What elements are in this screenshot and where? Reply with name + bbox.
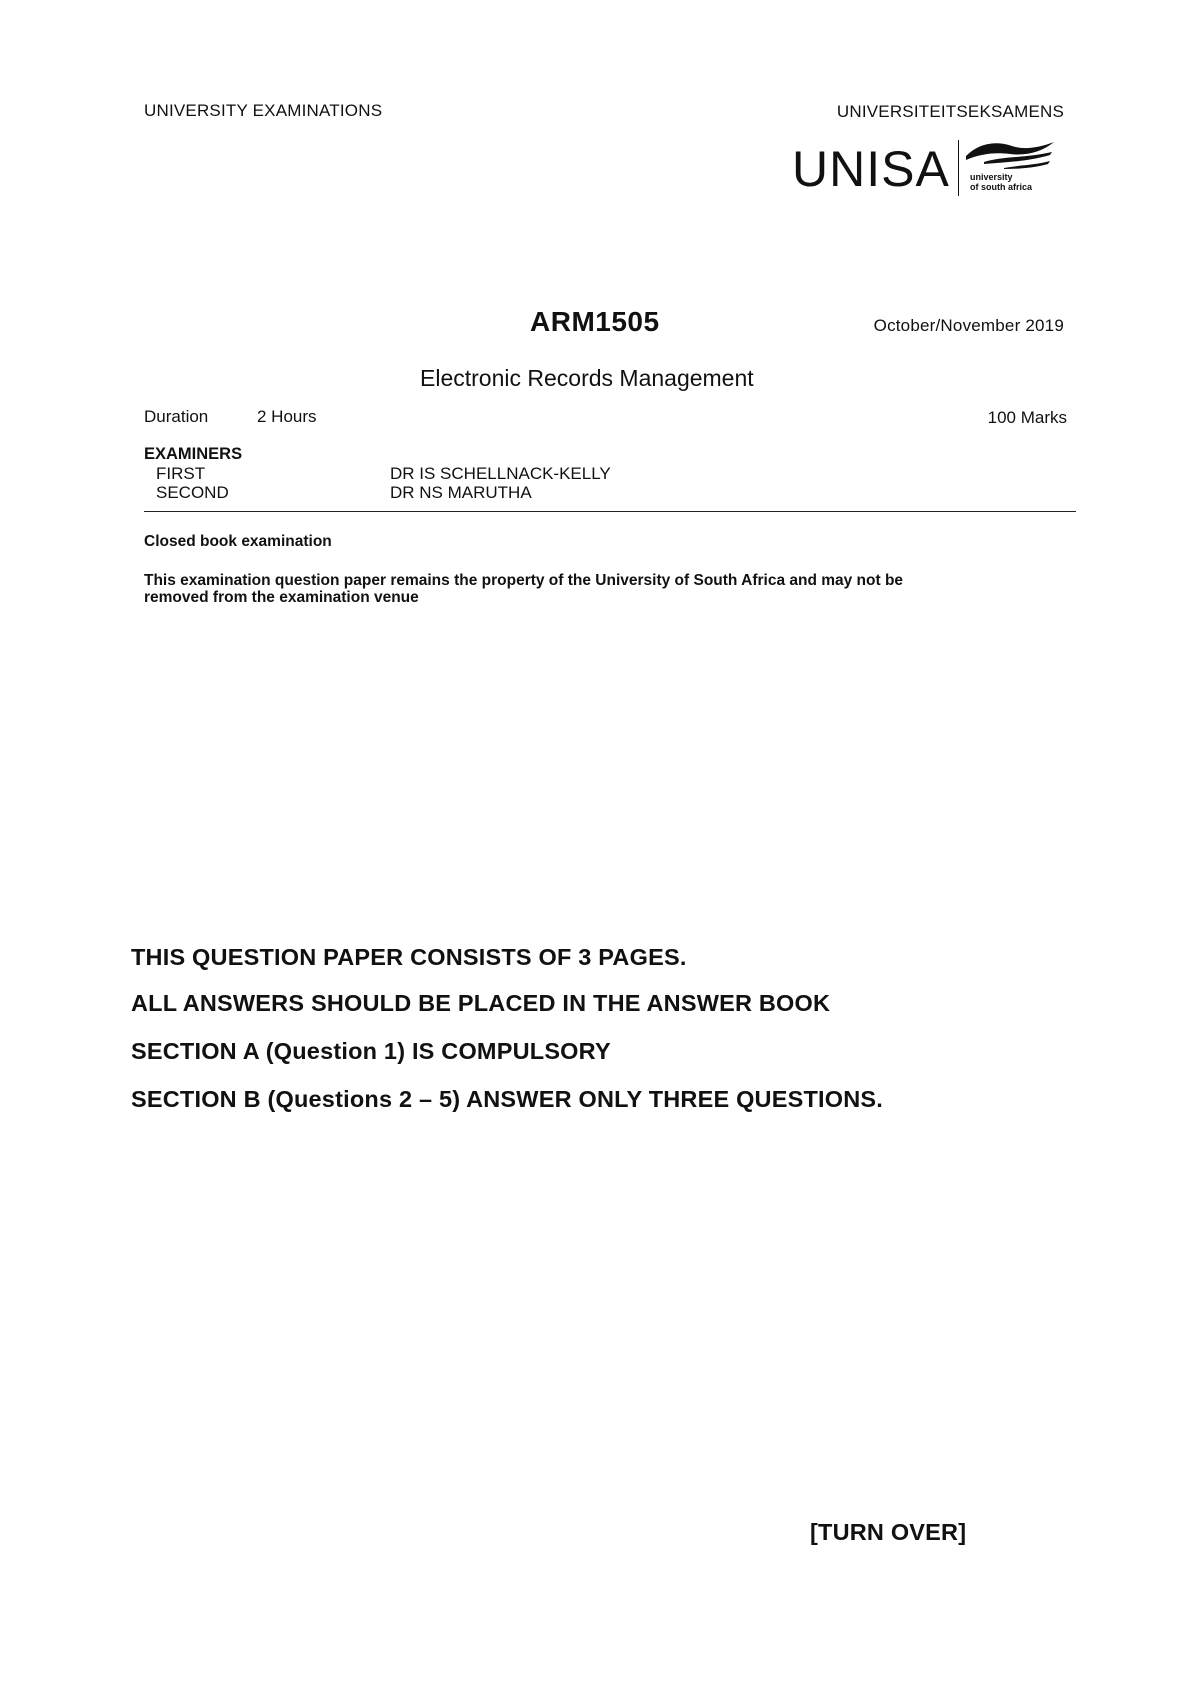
examiner-role-second: SECOND: [156, 483, 229, 502]
header-divider: [144, 511, 1076, 512]
property-note-line2: removed from the examination venue: [144, 589, 419, 606]
closed-book-note: Closed book examination: [144, 533, 332, 550]
exam-session: October/November 2019: [873, 316, 1064, 335]
property-note-line1: This examination question paper remains the property of the University of South Africa and may not be: [144, 572, 904, 589]
examiner-name-first: DR IS SCHELLNACK-KELLY: [390, 464, 611, 483]
logo-tagline-1: university: [970, 172, 1013, 182]
examiner-name-second: DR NS MARUTHA: [390, 483, 532, 502]
header-right: UNIVERSITEITSEKSAMENS: [836, 102, 1064, 121]
course-title: Electronic Records Management: [420, 365, 754, 391]
logo-word: UNISA: [792, 141, 950, 197]
examiner-role-first: FIRST: [156, 464, 206, 483]
duration-label: Duration: [144, 407, 209, 426]
course-code: ARM1505: [530, 306, 660, 337]
instruction-section-b: SECTION B (Questions 2 – 5) ANSWER ONLY THREE QUESTIONS.: [131, 1086, 884, 1112]
duration-value: 2 Hours: [257, 407, 317, 426]
total-marks: 100 Marks: [987, 408, 1067, 427]
unisa-bird-icon: [964, 138, 1064, 174]
logo-divider: [958, 140, 959, 196]
turn-over: [TURN OVER]: [810, 1519, 967, 1545]
instruction-pages: THIS QUESTION PAPER CONSISTS OF 3 PAGES.: [131, 944, 687, 970]
instruction-answer-book: ALL ANSWERS SHOULD BE PLACED IN THE ANSWER BOOK: [131, 990, 831, 1016]
unisa-logo: [792, 138, 1072, 200]
header-left: UNIVERSITY EXAMINATIONS: [144, 101, 383, 120]
instruction-section-a: SECTION A (Question 1) IS COMPULSORY: [131, 1038, 611, 1064]
logo-tagline-2: of south africa: [970, 182, 1033, 192]
examiners-heading: EXAMINERS: [144, 445, 243, 463]
